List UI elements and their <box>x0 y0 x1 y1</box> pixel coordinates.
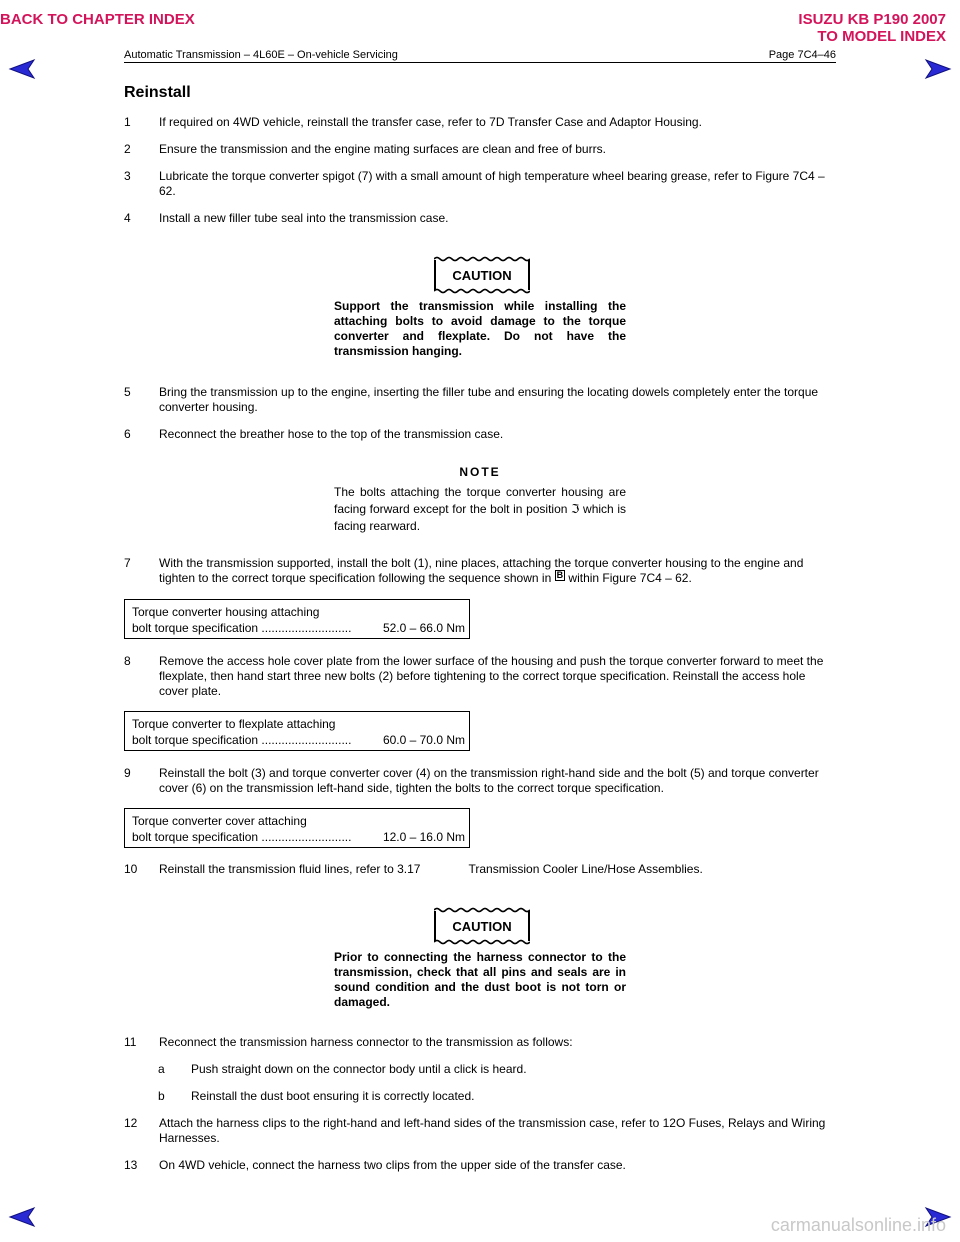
step-text: Lubricate the torque converter spigot (7) with a small amount of high temperature wheel bearing grease, refer to Figure 7C4 – 62. <box>159 169 825 198</box>
section-title: Reinstall <box>124 84 191 101</box>
torque-spec-label: bolt torque specification <box>132 621 259 635</box>
substep-letter: b <box>158 1089 165 1103</box>
step-text: Reinstall the bolt (3) and torque converter cover (4) on the transmission right-hand side and the bolt (5) and torque converter cover (6) on the transmission left-hand side, tighten the bolts to the correct torque specification. <box>159 766 819 795</box>
substep-text: Reinstall the dust boot ensuring it is correctly located. <box>191 1089 475 1103</box>
step-9 <box>124 766 836 796</box>
step-text: Reconnect the transmission harness connector to the transmission as follows: <box>159 1035 573 1049</box>
torque-spec-title: Torque converter to flexplate attaching <box>132 717 336 731</box>
note-text: The bolts attaching the torque converter housing are facing forward except for the bolt in position ℑ which is facing rearward. <box>334 485 626 533</box>
step-number: 5 <box>124 385 131 399</box>
step-text <box>159 556 836 586</box>
step-10 <box>124 862 836 877</box>
caution-label-box <box>434 911 530 941</box>
caution-text: Prior to connecting the harness connector to the transmission, check that all pins and seals are in sound condition and the dust boot is not torn or damaged. <box>334 950 626 1009</box>
note-label: NOTE <box>459 465 501 479</box>
torque-spec-value: 52.0 – 66.0 Nm <box>382 621 465 635</box>
page-number: Page 7C4–46 <box>768 49 836 61</box>
step-text: On 4WD vehicle, connect the harness two clips from the upper side of the transfer case. <box>159 1158 626 1172</box>
step-number: 9 <box>124 766 131 780</box>
step-text-part: Transmission Cooler Line/Hose Assemblies. <box>468 862 703 876</box>
caution-label: CAUTION <box>452 267 512 283</box>
header-rule <box>124 62 836 63</box>
leader-dots: ........................... <box>261 733 352 747</box>
step-3 <box>124 169 836 199</box>
vehicle-title: ISUZU KB P190 2007 <box>798 11 946 28</box>
step-number: 2 <box>124 142 131 156</box>
substep-text: Push straight down on the connector body until a click is heard. <box>191 1062 527 1076</box>
substep-letter: a <box>158 1062 165 1076</box>
step-text-part: Reinstall the transmission fluid lines, refer to 3.17 <box>159 862 421 876</box>
step-1 <box>124 115 836 130</box>
step-number: 7 <box>124 556 131 570</box>
back-to-chapter-index-link[interactable]: BACK TO CHAPTER INDEX <box>0 11 195 28</box>
torque-spec-label: bolt torque specification <box>132 733 259 747</box>
leader-dots: ........................... <box>261 830 352 844</box>
step-text: Reconnect the breather hose to the top of the transmission case. <box>159 427 504 441</box>
torque-spec-value: 12.0 – 16.0 Nm <box>382 830 465 844</box>
step-12 <box>124 1116 836 1146</box>
wavy-border-bottom <box>434 939 530 945</box>
header-left: Automatic Transmission – 4L60E – On-vehicle Servicing <box>124 49 398 61</box>
torque-spec-label: bolt torque specification <box>132 830 259 844</box>
caution-label: CAUTION <box>452 918 512 934</box>
step-number: 8 <box>124 654 131 668</box>
arrow-right-icon[interactable] <box>922 58 952 80</box>
step-4 <box>124 211 836 226</box>
step-text: Remove the access hole cover plate from the lower surface of the housing and push the torque converter forward to meet the flexplate, then hand start three new bolts (2) before tightening to the correct torque specification. Reinstall the access hole cover plate. <box>159 654 824 698</box>
substep-a <box>158 1062 828 1077</box>
figure-ref-badge: B <box>556 570 564 580</box>
torque-spec-title: Torque converter housing attaching <box>132 605 320 619</box>
arrow-left-icon[interactable] <box>8 58 38 80</box>
step-number: 13 <box>124 1158 138 1172</box>
step-13 <box>124 1158 836 1173</box>
step-text <box>159 862 836 877</box>
step-text-part: With the transmission supported, install the bolt (1), nine places, attaching the torque converter housing to the engine and tighten to the correct torque specification following the sequence shown in <box>159 556 804 585</box>
wavy-border-top <box>434 907 530 913</box>
step-text: Ensure the transmission and the engine mating surfaces are clean and free of burrs. <box>159 142 606 156</box>
torque-spec-box <box>124 808 470 848</box>
caution-text: Support the transmission while installing the attaching bolts to avoid damage to the torque converter and flexplate. Do not have the transmission hanging. <box>334 299 626 358</box>
step-2 <box>124 142 836 157</box>
step-text: Bring the transmission up to the engine, inserting the filler tube and ensuring the locating dowels completely enter the torque converter housing. <box>159 385 819 414</box>
step-number: 11 <box>124 1035 137 1049</box>
leader-dots: ........................... <box>261 621 352 635</box>
step-number: 12 <box>124 1116 138 1130</box>
step-5 <box>124 385 836 415</box>
step-8 <box>124 654 836 699</box>
step-number: 3 <box>124 169 131 183</box>
step-text: Install a new filler tube seal into the transmission case. <box>159 211 449 225</box>
step-text: If required on 4WD vehicle, reinstall the transfer case, refer to 7D Transfer Case and Adaptor Housing. <box>159 115 702 129</box>
step-number: 1 <box>124 115 131 129</box>
torque-spec-value: 60.0 – 70.0 Nm <box>382 733 465 747</box>
step-text: Attach the harness clips to the right-hand and left-hand sides of the transmission case, refer to 12O Fuses, Relays and Wiring Harnesses. <box>159 1116 826 1145</box>
watermark: carmanualsonline.info <box>770 1215 946 1235</box>
step-text-part: within Figure 7C4 – 62. <box>565 571 692 585</box>
step-6 <box>124 427 836 442</box>
wavy-border-top <box>434 256 530 262</box>
torque-spec-box <box>124 711 470 751</box>
torque-spec-box <box>124 599 470 639</box>
caution-label-box <box>434 260 530 290</box>
step-number: 4 <box>124 211 131 225</box>
step-7 <box>124 556 836 586</box>
to-model-index-link[interactable]: TO MODEL INDEX <box>817 28 946 45</box>
step-11 <box>124 1035 836 1050</box>
torque-spec-title: Torque converter cover attaching <box>132 814 307 828</box>
substep-b <box>158 1089 828 1104</box>
step-number: 10 <box>124 862 138 876</box>
arrow-left-icon[interactable] <box>8 1206 38 1228</box>
step-number: 6 <box>124 427 131 441</box>
wavy-border-bottom <box>434 288 530 294</box>
